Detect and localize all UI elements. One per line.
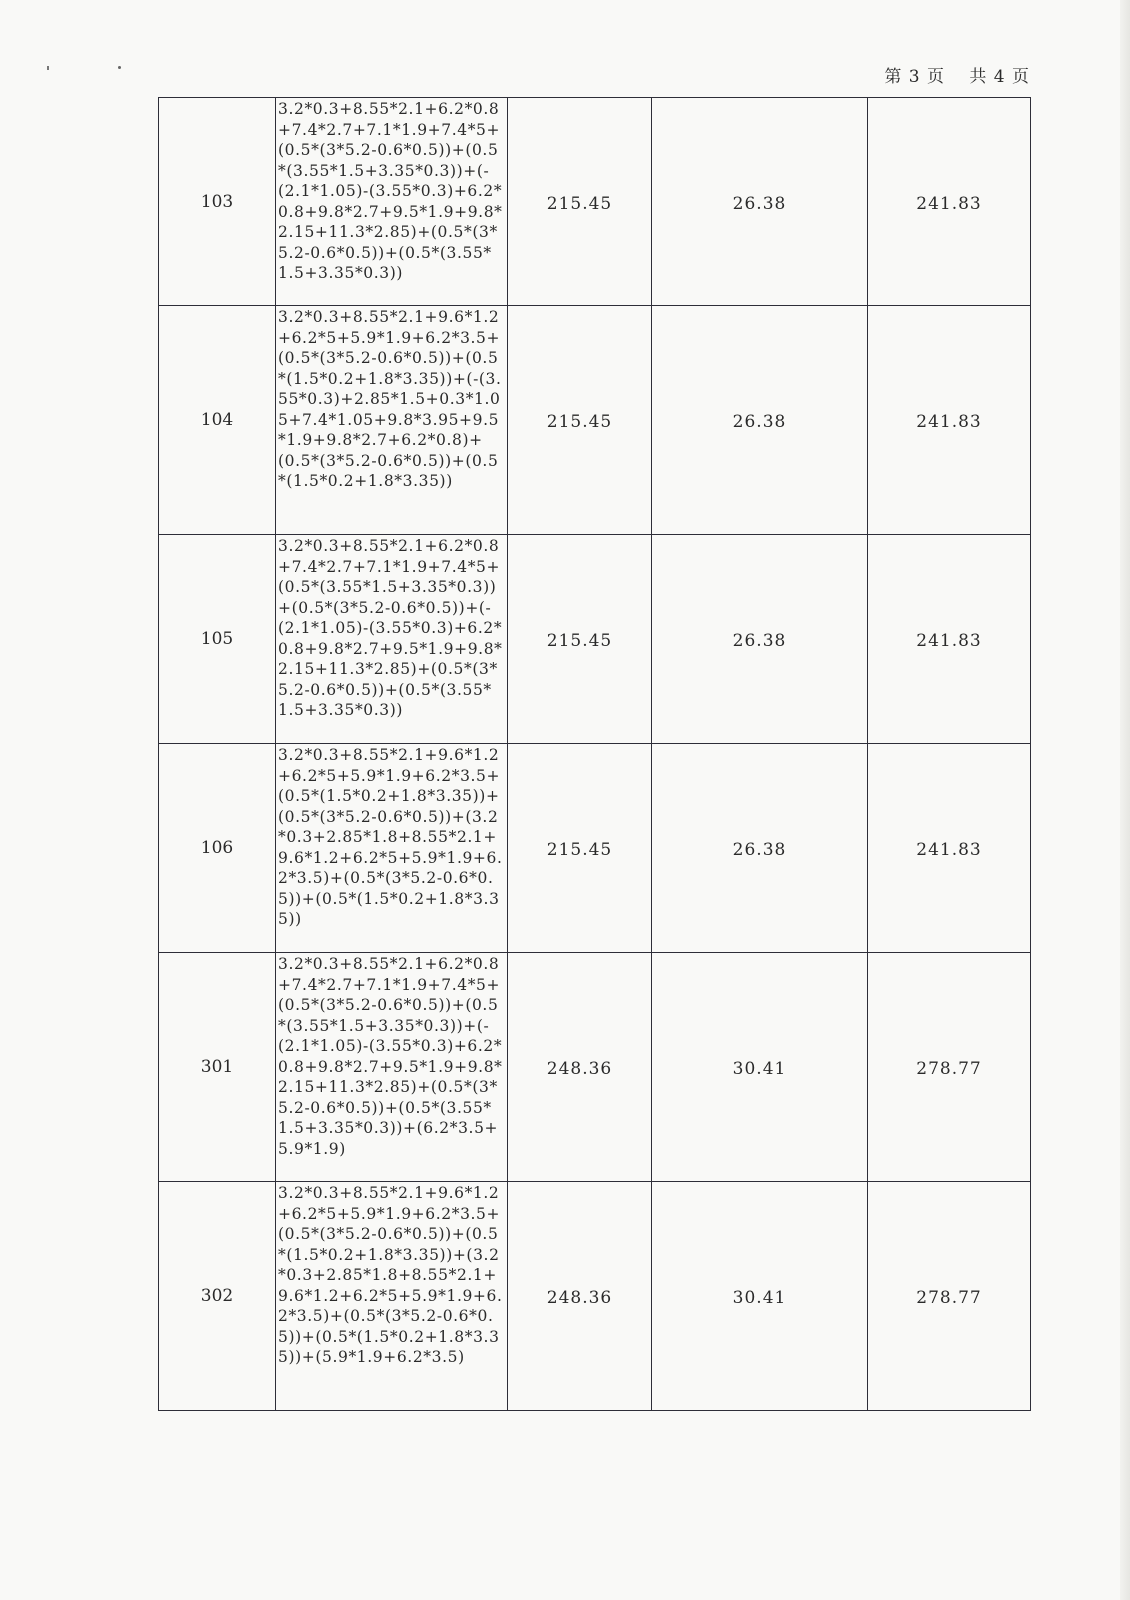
room-number: 104 [159, 306, 276, 535]
value-b: 30.41 [652, 953, 868, 1182]
table-row [159, 98, 1031, 306]
table-row [159, 306, 1031, 535]
value-b: 26.38 [652, 535, 868, 744]
formula-cell [276, 535, 508, 744]
scan-mark [118, 66, 121, 69]
total-value: 241.83 [868, 98, 1031, 306]
total-value: 278.77 [868, 953, 1031, 1182]
formula-cell [276, 953, 508, 1182]
formula-text: 3.2*0.3+8.55*2.1+9.6*1.2+6.2*5+5.9*1.9+6.2*3.5+(0.5*(3*5.2-0.6*0.5))+(0.5*(1.5*0.2+1.8*3.35))+(-(3.55*0.3)+2.85*1.5+0.3*1.05+7.4*1.05+9.8*3.95+9.5*1.9+9.8*2.7+6.2*0.8)+(0.5*(3*5.2-0.6*0.5))+(0.5*(1.5*0.2+1.8*3.35)) [278, 308, 502, 490]
value-a: 215.45 [508, 306, 652, 535]
room-number: 106 [159, 744, 276, 953]
area-table [158, 97, 1031, 1411]
value-a: 248.36 [508, 953, 652, 1182]
total-value: 241.83 [868, 535, 1031, 744]
value-a: 248.36 [508, 1182, 652, 1411]
formula-text: 3.2*0.3+8.55*2.1+6.2*0.8+7.4*2.7+7.1*1.9+7.4*5+(0.5*(3*5.2-0.6*0.5))+(0.5*(3.55*1.5+3.35*0.3))+(-(2.1*1.05)-(3.55*0.3)+6.2*0.8+9.8*2.7+9.5*1.9+9.8*2.15+11.3*2.85)+(0.5*(3*5.2-0.6*0.5))+(0.5*(3.55*1.5+3.35*0.3))+(6.2*3.5+5.9*1.9) [278, 955, 503, 1158]
formula-text: 3.2*0.3+8.55*2.1+9.6*1.2+6.2*5+5.9*1.9+6.2*3.5+(0.5*(1.5*0.2+1.8*3.35))+(0.5*(3*5.2-0.6*0.5))+(3.2*0.3+2.85*1.8+8.55*2.1+9.6*1.2+6.2*5+5.9*1.9+6.2*3.5)+(0.5*(3*5.2-0.6*0.5))+(0.5*(1.5*0.2+1.8*3.35)) [278, 746, 503, 928]
value-b: 26.38 [652, 306, 868, 535]
total-value: 241.83 [868, 744, 1031, 953]
scan-edge [1120, 0, 1130, 1600]
room-number: 302 [159, 1182, 276, 1411]
value-a: 215.45 [508, 744, 652, 953]
formula-cell [276, 98, 508, 306]
total-value: 278.77 [868, 1182, 1031, 1411]
formula-cell [276, 744, 508, 953]
value-b: 26.38 [652, 98, 868, 306]
total-value: 241.83 [868, 306, 1031, 535]
table-row [159, 1182, 1031, 1411]
value-a: 215.45 [508, 535, 652, 744]
room-number: 301 [159, 953, 276, 1182]
formula-cell [276, 1182, 508, 1411]
table-row [159, 953, 1031, 1182]
page-number: 第 3 页 共 4 页 [884, 67, 1030, 87]
room-number: 103 [159, 98, 276, 306]
value-b: 26.38 [652, 744, 868, 953]
formula-text: 3.2*0.3+8.55*2.1+6.2*0.8+7.4*2.7+7.1*1.9+7.4*5+(0.5*(3.55*1.5+3.35*0.3))+(0.5*(3*5.2-0.6*0.5))+(-(2.1*1.05)-(3.55*0.3)+6.2*0.8+9.8*2.7+9.5*1.9+9.8*2.15+11.3*2.85)+(0.5*(3*5.2-0.6*0.5))+(0.5*(3.55*1.5+3.35*0.3)) [278, 537, 503, 719]
value-a: 215.45 [508, 98, 652, 306]
table-row [159, 744, 1031, 953]
formula-text: 3.2*0.3+8.55*2.1+6.2*0.8+7.4*2.7+7.1*1.9+7.4*5+(0.5*(3*5.2-0.6*0.5))+(0.5*(3.55*1.5+3.35*0.3))+(-(2.1*1.05)-(3.55*0.3)+6.2*0.8+9.8*2.7+9.5*1.9+9.8*2.15+11.3*2.85)+(0.5*(3*5.2-0.6*0.5))+(0.5*(3.55*1.5+3.35*0.3)) [278, 100, 503, 282]
formula-text: 3.2*0.3+8.55*2.1+9.6*1.2+6.2*5+5.9*1.9+6.2*3.5+(0.5*(3*5.2-0.6*0.5))+(0.5*(1.5*0.2+1.8*3.35))+(3.2*0.3+2.85*1.8+8.55*2.1+9.6*1.2+6.2*5+5.9*1.9+6.2*3.5)+(0.5*(3*5.2-0.6*0.5))+(0.5*(1.5*0.2+1.8*3.35))+(5.9*1.9+6.2*3.5) [278, 1184, 503, 1366]
formula-cell [276, 306, 508, 535]
table-row [159, 535, 1031, 744]
room-number: 105 [159, 535, 276, 744]
value-b: 30.41 [652, 1182, 868, 1411]
scan-mark [47, 66, 49, 70]
